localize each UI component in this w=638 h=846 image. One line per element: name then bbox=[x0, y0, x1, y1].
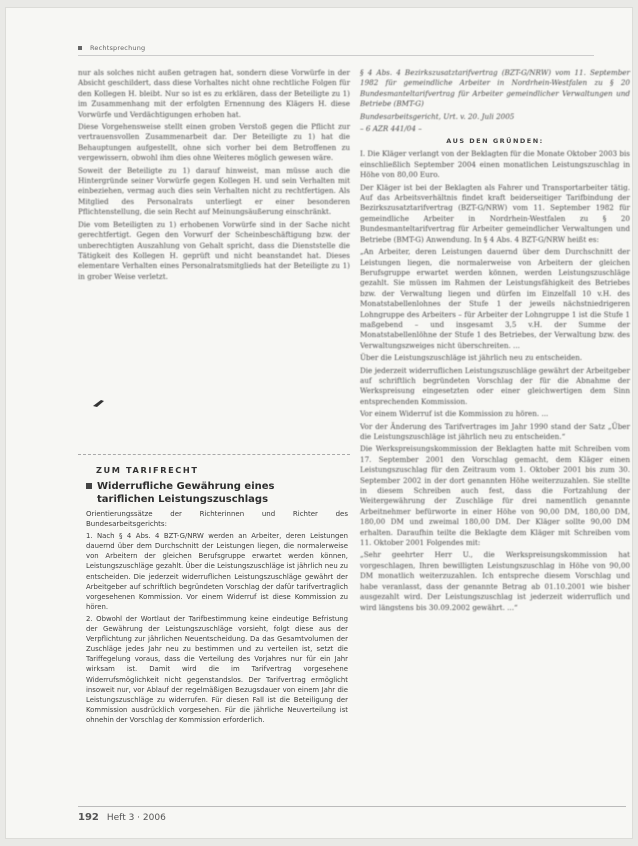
article-title-line2: tariflichen Leistungszuschlags bbox=[97, 494, 269, 505]
right-paragraph: Über die Leistungszuschläge ist jährlich neu zu entscheiden. bbox=[360, 353, 583, 363]
reasons-caption: AUS DEN GRÜNDEN: bbox=[446, 137, 544, 146]
article-paragraph: 1. Nach § 4 Abs. 4 BZT-G/NRW werden an Arbeiter, deren Leistungen dauernd über dem Durchschnitt der Leistungen liegen, die normalerweise von Arbeitern der gleichen Berufsgruppe erwartet werden können, Leistungszuschläge gezahlt. Über die Leistungszuschläge ist jährlich neu zu entscheiden. Die jederzeit widerruflichen Leistungszuschläge gewährt der Arbeitgeber auf schriftlich begründeten Vorschlag der dafür tarifvertraglich vorgesehenen Kommission. Vor einem Widerruf ist diese Kommission zu hören. bbox=[86, 532, 348, 611]
right-paragraph: „An Arbeiter, deren Leistungen dauernd über dem Durchschnitt der Leistungen liegen, die normalerweise von Arbeitern der gleichen Berufsgruppe erwartet werden können, werden Leistungszuschläge gezahlt. Sie müssen im Rahmen der Leistungsfähigkeit des Betriebes bzw. der Verwaltung liegen und dürfen im Einzelfall 10 v.H. des Monatstabellenlohnes der Stufe 1 der jeweils nächstniedrigeren Lohngruppe des Arbeiters – für Arbeiter der Lohngruppe 1 ist die Stufe 1 maßgebend – und insgesamt 3,5 v.H. der Summe der Monatstabellenlöhne der Stufe 1 des Betriebes, der Verwaltung bzw. des Verwaltungszweiges nicht überschreiten. ... bbox=[360, 247, 630, 350]
issue-label: Heft 3 · 2006 bbox=[106, 813, 166, 823]
section-title: ZUM TARIFRECHT bbox=[96, 465, 199, 475]
article-paragraph: 2. Obwohl der Wortlaut der Tarifbestimmung keine eindeutige Befristung der Gewährung der Leistungszuschläge vorsieht, folgt diese aus der Verpflichtung zur jährlichen Neuentscheidung. Da das Gesamtvolumen der Zuschläge jedes Jahr neu zu bestimmen und zu verteilen ist, setzt die Tariffegelung voraus, dass die Verteilung des Vorjahres nur für ein Jahr wirksam ist. Damit wird die im Tarifvertrag vorgesehene Widerrufsmöglichkeit nicht gegenstandslos. Der Tarifvertrag ermöglicht insoweit nur, vor Ablauf der regelmäßigen Bezugsdauer von einem Jahr die Leistungszuschläge zu widerrufen. Für diesen Fall ist die Beteiligung der Kommission ausdrücklich vorgesehen. Für die jährliche Neuverteilung ist ohnehin der Vorschlag der Kommission erforderlich. bbox=[86, 614, 348, 724]
right-paragraph: Der Kläger ist bei der Beklagten als Fahrer und Transportarbeiter tätig. Auf das Arbeitsverhältnis findet kraft beiderseitiger Tarifbindung der Bezirkszusatztarifvertrag (BZT-G/NRW) vom 11. September 1982 für gemeindliche Arbeiter in Nordrhein-Westfalen zu § 20 Bundesmanteltarifvertrag für Arbeiter gemeindlicher Verwaltungen und Betriebe (BMT-G) Anwendung. In § 4 Abs. 4 BZT-G/NRW heißt es: bbox=[360, 182, 630, 244]
header-rule bbox=[78, 55, 594, 56]
article-body bbox=[86, 509, 348, 727]
right-paragraph: I. Die Kläger verlangt von der Beklagten für die Monate Oktober 2003 bis einschließlich September 2004 einen monatlichen Leistungszuschlag in Höhe von 80,00 Euro. bbox=[360, 149, 630, 180]
left-paragraph: nur als solches nicht außen getragen hat, sondern diese Vorwürfe in der Absicht geschildert, dass diese Vorhaltes nicht ohne rechtliche Folgen für den Kollegen H. bleibt. Nur so ist es zu erklären, dass der Beteiligte zu 1) im Zusammenhang mit der erfolgten Ernennung des Klägers H. diese Vorwürfe und Verdächtigungen erhoben hat. bbox=[78, 68, 350, 119]
left-column-upper bbox=[78, 68, 350, 284]
page-footer bbox=[78, 812, 166, 823]
right-column bbox=[360, 68, 630, 615]
article-heading bbox=[86, 480, 348, 506]
heading-bullet-icon bbox=[86, 483, 92, 489]
pen-mark-icon bbox=[92, 398, 106, 408]
left-paragraph: Diese Vorgehensweise stellt einen groben Verstoß gegen die Pflicht zur vertrauensvollen Zusammenarbeit dar. Der Beteiligte zu 1) hat die Behauptungen aufgestellt, ohne sich vorher bei dem Betroffenen zu vergewissern, obwohl ihm dies ohne Weiteres möglich gewesen wäre. bbox=[78, 122, 350, 163]
header-marker bbox=[78, 46, 82, 50]
docket-number: – 6 AZR 441/04 – bbox=[360, 124, 422, 134]
court-reference: Bundesarbeitsgericht, Urt. v. 20. Juli 2005 bbox=[360, 111, 515, 121]
right-paragraph: „Sehr geehrter Herr U., die Werkspreisungskommission hat vorgeschlagen, Ihren bewilligten Leistungszuschlag in Höhe von 90,00 DM monatlich weiterzuzahlen. Ich entspreche diesem Vorschlag und habe veranlasst, dass der genannte Betrag ab 01.10.2001 wie bisher ausgezahlt wird. Der Leistungszuschlag ist jederzeit widerruflich und wird längstens bis 30.09.2002 gewährt. ...“ bbox=[360, 550, 630, 612]
footer-rule bbox=[78, 806, 626, 807]
right-paragraph: Vor einem Widerruf ist die Kommission zu hören. ... bbox=[360, 409, 549, 419]
article-title-line1: Widerrufliche Gewährung eines bbox=[97, 481, 275, 492]
section-divider bbox=[78, 454, 350, 455]
citation: § 4 Abs. 4 Bezirkszusatztarifvertrag (BZT-G/NRW) vom 11. September 1982 für gemeindliche Arbeiter in Nordrhein-Westfalen zu § 20 Bundesmanteltarifvertrag für Arbeiter gemeindlicher Verwaltungen und Betriebe (BMT-G) bbox=[360, 68, 630, 109]
right-paragraph: Die Werkspreisungskommission der Beklagten hatte mit Schreiben vom 17. September 2001 den Vorschlag gemacht, dem Kläger einen Leistungszuschlag für den Zeitraum vom 1. Oktober 2001 bis zum 30. September 2002 in der dort genannten Höhe weiterzuzahlen. Sie stellte in diesem Schreiben auch fest, dass die Fortzahlung der Weitergewährung der Zuschläge für drei namentlich genannte Arbeitnehmer befürworte in einer Höhe von 90,00 DM, 180,00 DM, 180,00 DM und zweimal 180,00 DM. Der Kläger sollte 90,00 DM erhalten. Daraufhin teilte die Beklagte dem Kläger mit Schreiben vom 11. Oktober 2001 Folgendes mit: bbox=[360, 444, 630, 548]
document-page bbox=[6, 8, 632, 838]
left-paragraph: Soweit der Beteiligte zu 1) darauf hinweist, man müsse auch die Hintergründe seiner Vorwürfe gegen Kollegen H. und sein Verhalten mit einbeziehen, vermag auch dies sein Verhalten nicht zu rechtfertigen. Als Mitglied des Personalrats unterliegt er einer besonderen Pflichtenstellung, die sein Recht auf Meinungsäußerung einschränkt. bbox=[78, 165, 350, 217]
right-paragraph: Vor der Änderung des Tarifvertrages im Jahr 1990 stand der Satz „Über die Leistungszuschläge ist jährlich neu zu entscheiden.“ bbox=[360, 421, 630, 441]
right-paragraph: Die jederzeit widerruflichen Leistungszuschläge gewährt der Arbeitgeber auf schriftlich begründeten Vorschlag der für die Abnahme der Werkspreisung eingesetzten oder einer gleichwertigen dem Sinn entsprechenden Kommission. bbox=[360, 365, 630, 406]
header-section: Rechtsprechung bbox=[90, 44, 146, 52]
left-paragraph: Die vom Beteiligten zu 1) erhobenen Vorwürfe sind in der Sache nicht gerechtfertigt. Gegen den Vorwurf der Scheinbeschäftigung bzw. der unberechtigten Auszahlung von Gehalt spricht, dass die Dienststelle die Tätigkeit des Kollegen H. geprüft und nicht beanstandet hat. Dieses elementare Verhalten eines Personalratsmitglieds hat der Beteiligte zu 1) in grober Weise verletzt. bbox=[78, 219, 350, 281]
article-lead: Orientierungssätze der Richterinnen und Richter des Bundesarbeitsgerichts: bbox=[86, 510, 348, 529]
page-number: 192 bbox=[78, 812, 99, 823]
running-header bbox=[78, 44, 145, 52]
